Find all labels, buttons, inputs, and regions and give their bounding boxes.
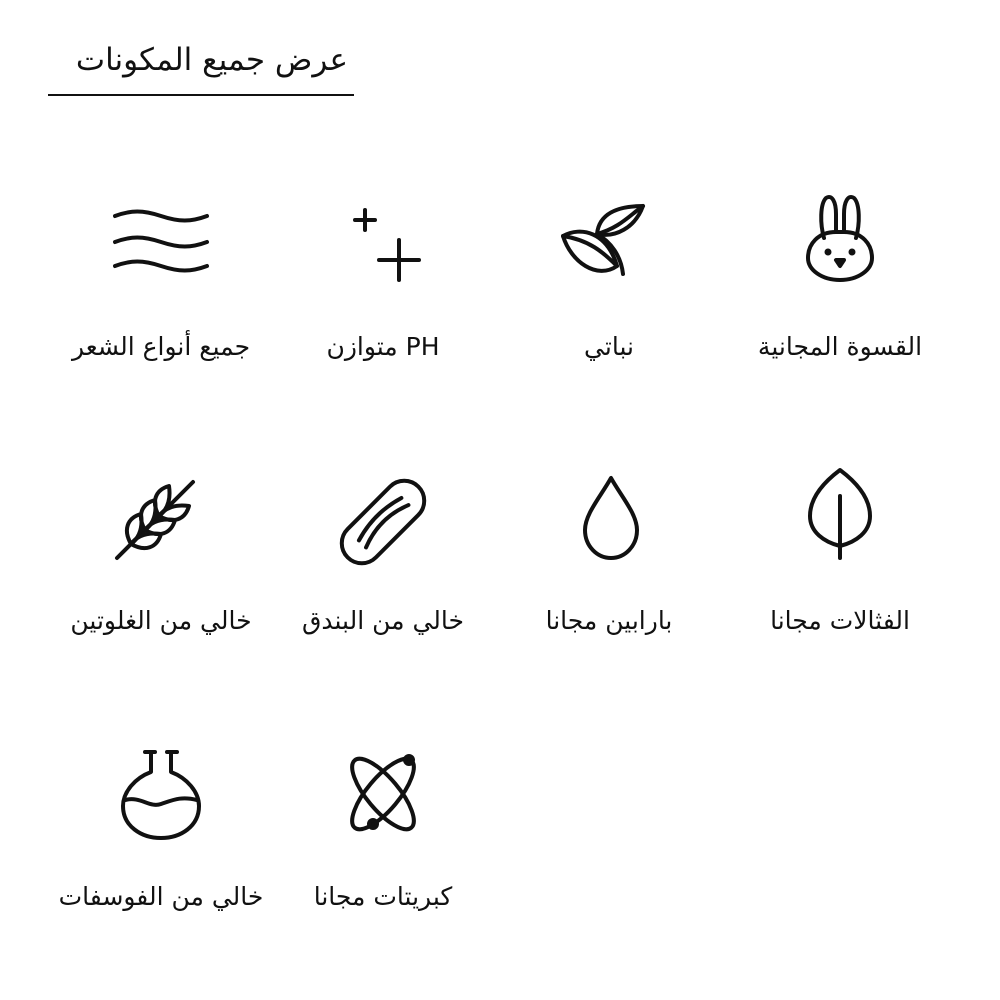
- ingredient-vegan: [504, 192, 714, 442]
- drop-icon: [549, 466, 669, 586]
- ingredient-label: PH متوازن: [326, 332, 440, 361]
- ingredient-label: خالي من الغلوتين: [70, 606, 252, 635]
- ingredient-paraben-free: [504, 466, 714, 716]
- ingredient-label: بارابين مجانا: [545, 606, 673, 635]
- ingredient-phosphate-free: [56, 742, 266, 992]
- waves-icon: [101, 192, 221, 312]
- ingredient-label: القسوة المجانية: [757, 332, 923, 361]
- plus-icon: [323, 192, 443, 312]
- ingredient-hazelnut-free: [278, 466, 488, 716]
- atom-icon: [323, 742, 443, 862]
- ingredient-sulfate-free: [278, 742, 488, 992]
- ingredient-ph-balanced: [278, 192, 488, 442]
- flask-icon: [101, 742, 221, 862]
- leaf-icon: [780, 466, 900, 586]
- ingredient-label: كبريتات مجانا: [313, 882, 453, 911]
- ingredient-label: نباتي: [584, 332, 634, 361]
- view-all-ingredients-link[interactable]: [48, 36, 354, 96]
- ingredient-phthalate-free: [735, 466, 945, 716]
- ingredient-label: خالي من البندق: [301, 606, 464, 635]
- ingredient-cruelty-free: [735, 192, 945, 442]
- bunny-icon: [780, 192, 900, 312]
- ingredient-label: الفثالات مجانا: [770, 606, 910, 635]
- wheat-icon: [101, 466, 221, 586]
- pill-icon: [323, 466, 443, 586]
- ingredient-label: جميع أنواع الشعر: [71, 332, 251, 361]
- ingredient-label: خالي من الفوسفات: [58, 882, 264, 911]
- ingredient-all-hair-types: [56, 192, 266, 442]
- ingredient-gluten-free: [56, 466, 266, 716]
- view-all-ingredients-label: عرض جميع المكونات: [75, 42, 348, 78]
- leaves-icon: [549, 192, 669, 312]
